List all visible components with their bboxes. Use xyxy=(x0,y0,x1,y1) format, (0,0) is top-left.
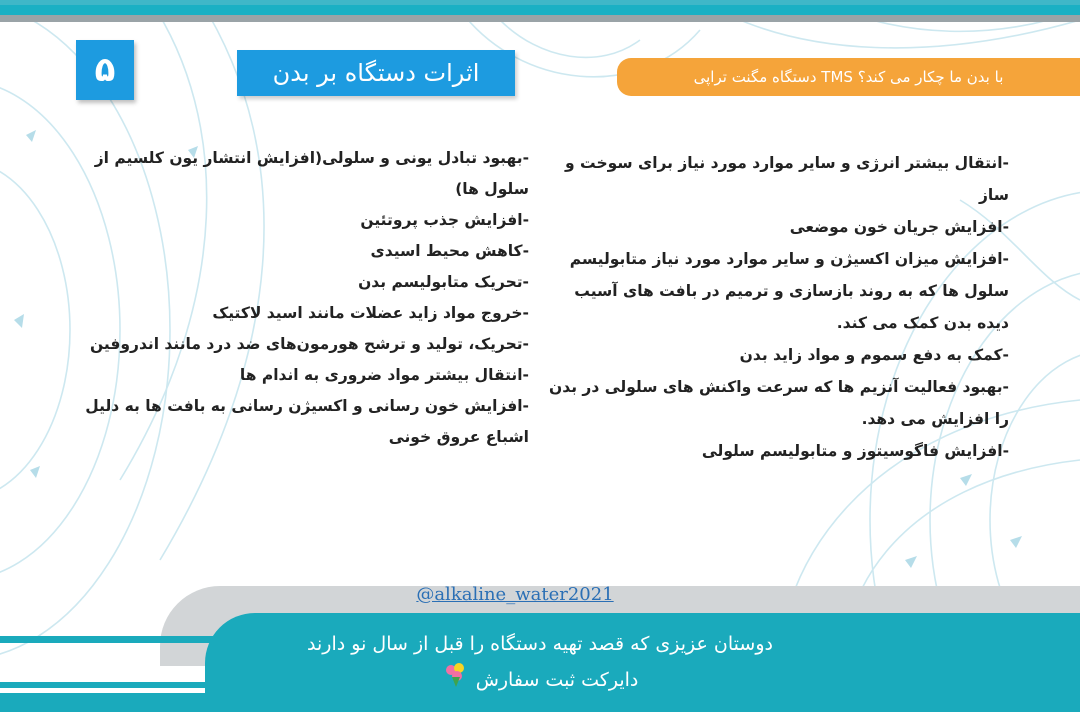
list-item: -افزایش خون رسانی و اکسیژن رسانی به بافت ها به دلیل اشباع عروق خونی xyxy=(85,397,529,446)
list-item: -افزایش جریان خون موضعی xyxy=(789,218,1009,236)
list-item: -کمک به دفع سموم و مواد زاید بدن xyxy=(739,346,1009,364)
list-item: -افزایش میزان اکسیژن و سایر موارد مورد نیاز متابولیسم سلول ها که به روند بازسازی و ترمیم در بافت های آسیب دیده بدن کمک می کند. xyxy=(569,250,1009,332)
list-item: -کاهش محیط اسیدی xyxy=(370,242,529,260)
section-title: اثرات دستگاه بر بدن xyxy=(237,50,515,96)
list-item: -انتقال بیشتر انرژی و سایر موارد مورد نیاز برای سوخت و ساز xyxy=(565,154,1009,204)
list-item: -افزایش جذب پروتئین xyxy=(360,211,529,229)
list-item: -انتقال بیشتر مواد ضروری به اندام ها xyxy=(239,366,529,384)
top-stripe-teal xyxy=(0,5,1080,15)
list-item: -بهبود فعالیت آنزیم ها که سرعت واکنش های سلولی در بدن را افزایش می دهد. xyxy=(549,378,1009,428)
page-number-badge: ۵ xyxy=(76,40,134,100)
effects-list-right xyxy=(547,147,1009,467)
list-item: -تحریک متابولیسم بدن xyxy=(358,273,529,291)
list-item: -افزایش فاگوسیتوز و متابولیسم سلولی xyxy=(701,442,1009,460)
effects-list-left xyxy=(74,143,529,453)
footer-message-line2-row xyxy=(230,661,850,700)
instagram-handle-link[interactable]: @alkaline_water2021 xyxy=(416,584,614,605)
question-banner: دستگاه مگنت تراپی TMS با بدن ما چکار می کند؟ xyxy=(617,58,1080,96)
list-item: -بهبود تبادل یونی و سلولی(افزایش انتشار یون کلسیم از سلول ها) xyxy=(94,149,529,198)
footer-message xyxy=(230,628,850,700)
top-stripe-gray xyxy=(0,15,1080,22)
footer-message-line1: دوستان عزیزی که قصد تهیه دستگاه را قبل از سال نو دارند xyxy=(307,633,773,655)
flower-bouquet-icon xyxy=(442,661,470,700)
list-item: -خروج مواد زاید عضلات مانند اسید لاکتیک xyxy=(212,304,529,322)
list-item: -تحریک، تولید و ترشح هورمون‌های ضد درد مانند اندروفین xyxy=(89,335,529,353)
footer-message-line2: دایرکت ثبت سفارش xyxy=(475,669,639,691)
